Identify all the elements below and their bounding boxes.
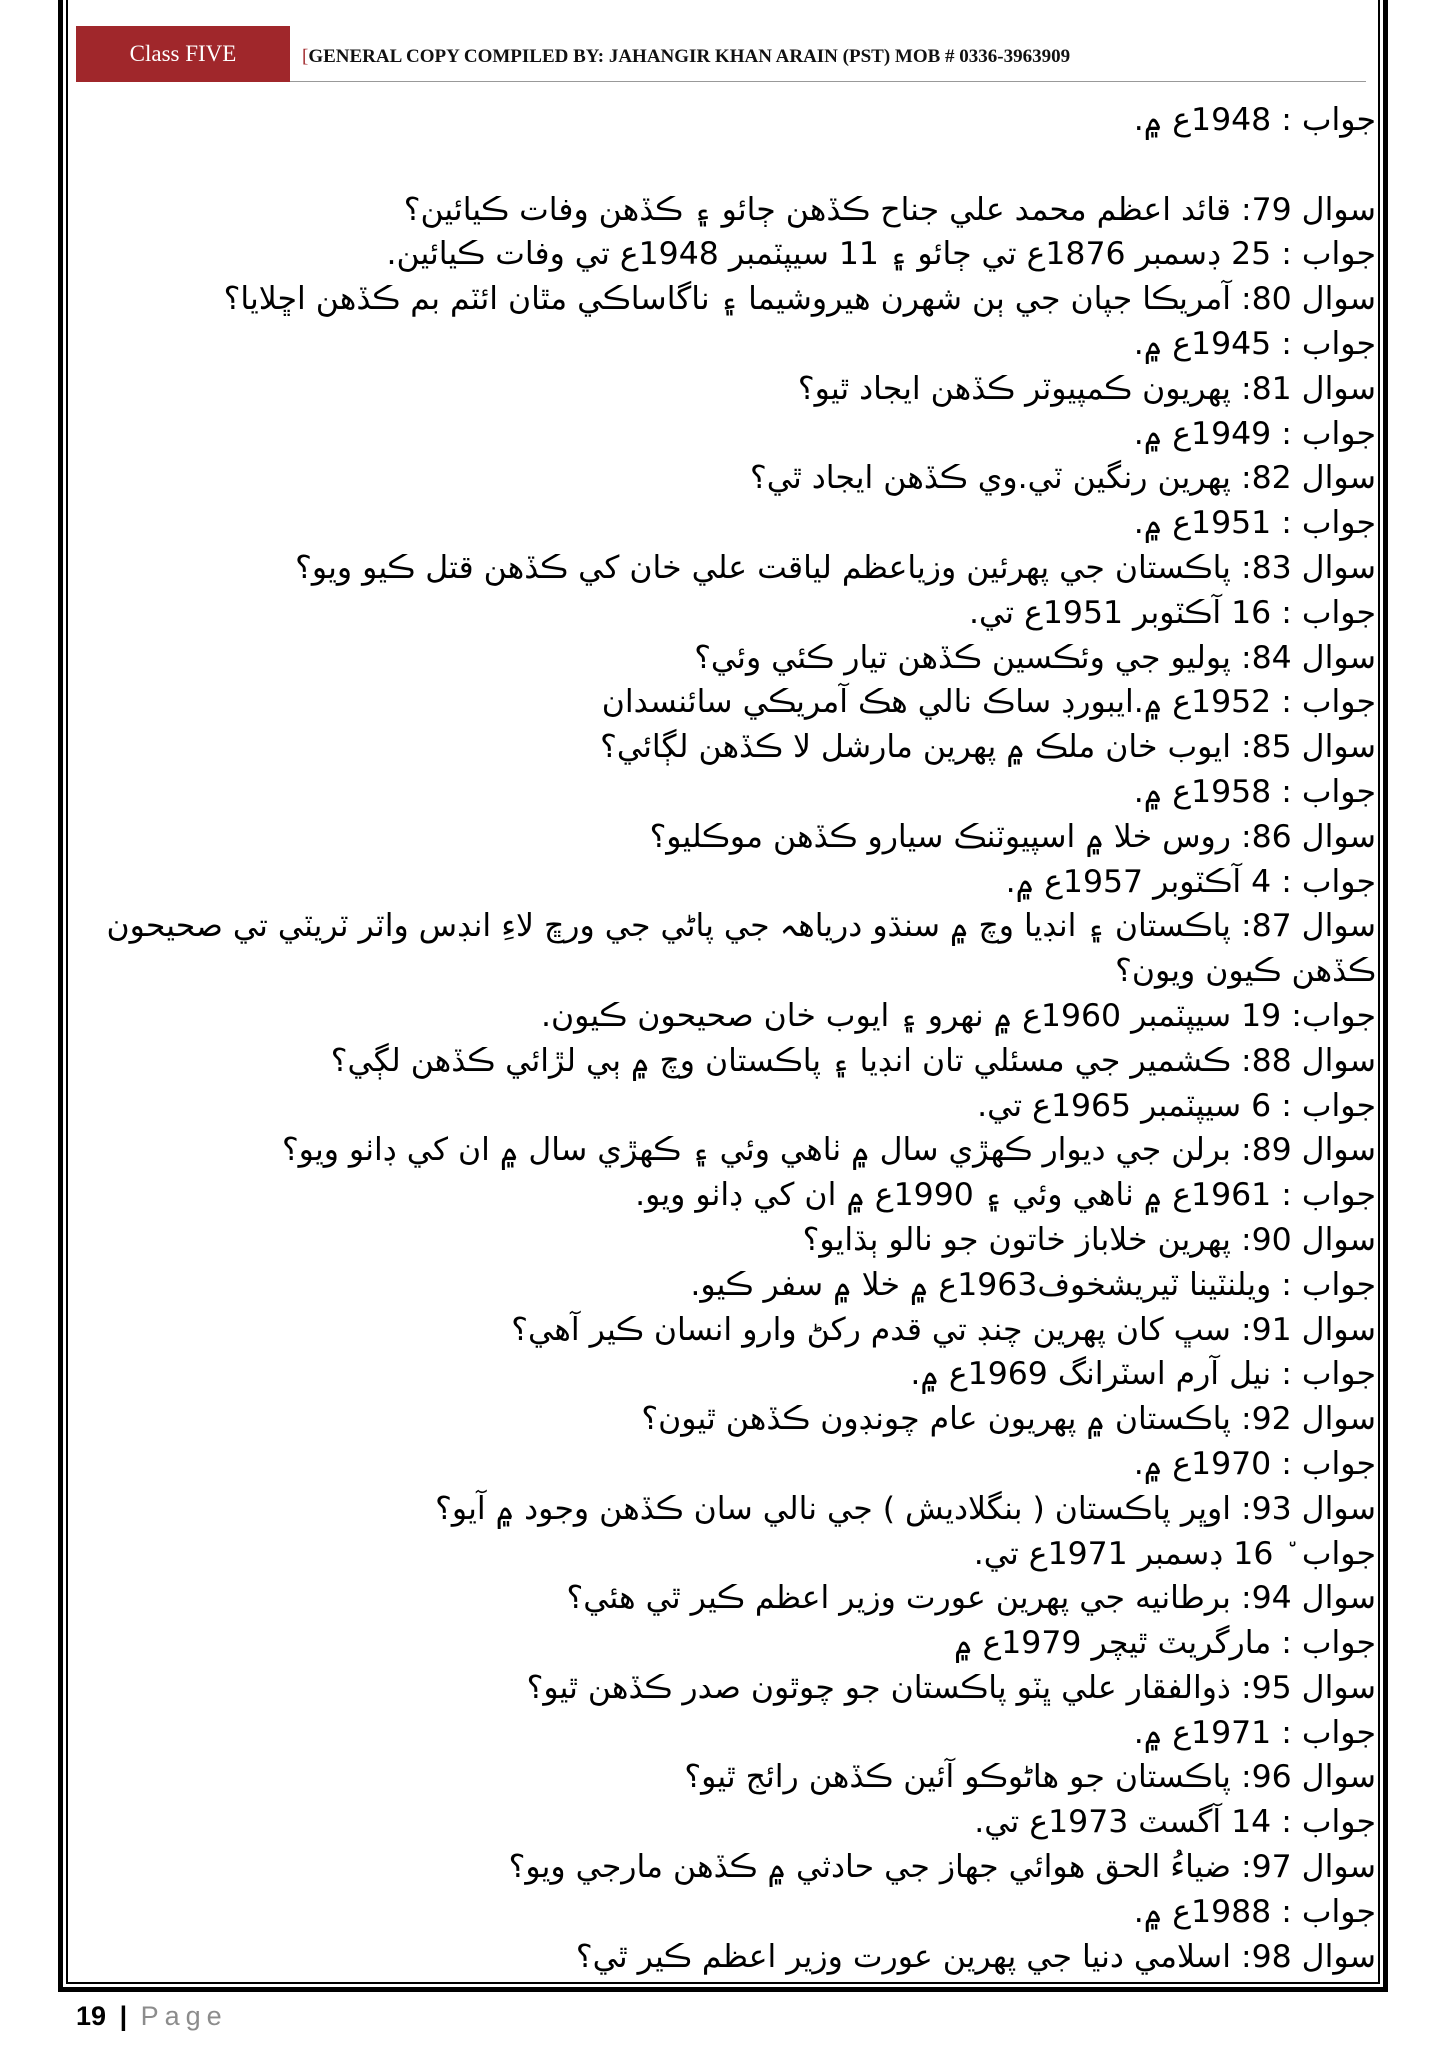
answer-line: جواب : 1961ع ۾ ٺاهي وئي ۽ 1990ع ۾ ان کي ڊاٺو ويو. bbox=[635, 1177, 1376, 1214]
question-line: سوال 85: ايوب خان ملڪ ۾ پهرين مارشل لا ڪڏهن لڳائي؟ bbox=[600, 729, 1376, 766]
answer-line: جواب : نيل آرم اسٽرانگ 1969ع ۾. bbox=[910, 1356, 1376, 1393]
question-line: سوال 83: پاڪستان جي پهرئين وزياعظم لياقت علي خان کي ڪڏهن قتل ڪيو ويو؟ bbox=[295, 549, 1376, 586]
question-line: سوال 81: پهريون ڪمپيوٽر ڪڏهن ايجاد ٿيو؟ bbox=[797, 370, 1376, 407]
answer-line: جواب : مارگريٽ ٿيچر 1979ع ۾ bbox=[954, 1625, 1376, 1662]
header-divider bbox=[290, 81, 1366, 82]
answer-line: جواب : 1958ع ۾. bbox=[1133, 773, 1376, 810]
question-line: سوال 92: پاڪستان ۾ پهريون عام چونڊون ڪڏهن ٿيون؟ bbox=[641, 1401, 1376, 1438]
question-line: سوال 98: اسلامي دنيا جي پهرين عورت وزير اعظم ڪير ٿي؟ bbox=[575, 1938, 1376, 1975]
question-line: سوال 80: آمريڪا جپان جي ٻن شهرن هيروشيما ۽ ناگاساڪي مٿان ائٽم بم ڪڏهن اڇلايا؟ bbox=[223, 281, 1376, 318]
answer-line: جواب : 1945ع ۾. bbox=[1133, 325, 1376, 362]
page-number: 19 bbox=[76, 2001, 107, 2031]
answer-line: جواب : 16 آڪٽوبر 1951ع تي. bbox=[969, 594, 1376, 631]
text-line: جواب : 1948ع ۾. bbox=[1133, 102, 1376, 138]
answer-line: جواب : 1949ع ۾. bbox=[1133, 415, 1376, 452]
answer-line: جواب : 1971ع ۾. bbox=[1133, 1714, 1376, 1751]
answer-line: جواب : ويلنٽينا ٽيريشخوف1963ع ۾ خلا ۾ سفر ڪيو. bbox=[690, 1266, 1376, 1303]
question-line: سوال 94: برطانيه جي پهرين عورت وزير اعظم ڪير ٿي هئي؟ bbox=[566, 1580, 1376, 1617]
answer-line: جواب : 25 ڊسمبر 1876ع تي ڄائو ۽ 11 سيپٽمبر 1948ع تي وفات ڪيائين. bbox=[386, 236, 1376, 273]
page-header bbox=[76, 26, 1366, 82]
question-line: سوال 79: قائد اعظم محمد علي جناح ڪڏهن ڄائو ۽ ڪڏهن وفات ڪيائين؟ bbox=[403, 191, 1376, 228]
question-line: سوال 88: ڪشمير جي مسئلي تان انڊيا ۽ پاڪستان وچ ۾ ٻي لڙائي ڪڏهن لڳي؟ bbox=[330, 1042, 1376, 1079]
answer-line: جواب : 1951ع ۾. bbox=[1133, 505, 1376, 542]
question-line: سوال 93: اوڀر پاڪستان ( بنگلاديش ) جي نالي سان ڪڏهن وجود ۾ آيو؟ bbox=[435, 1490, 1376, 1527]
question-line: سوال 91: سڀ کان پهرين چنڊ تي قدم رکڻ وارو انسان ڪير آهي؟ bbox=[511, 1311, 1376, 1348]
question-line: سوال 82: پهرين رنگين ٽي.وي ڪڏهن ايجاد ٿي؟ bbox=[750, 460, 1376, 497]
question-line: سوال 87: پاڪستان ۽ انڊيا وچ ۾ سنڌو درياهہ جي پاڻي جي ورڇ لاءِ انڊس واٽر ٽريٽي تي صحيحون bbox=[106, 908, 1376, 945]
question-line: سوال 96: پاڪستان جو هاڻوڪو آئين ڪڏهن رائج ٿيو؟ bbox=[684, 1759, 1376, 1796]
answer-line: جواب : 1970ع ۾. bbox=[1133, 1445, 1376, 1482]
page-footer bbox=[76, 1996, 228, 2036]
question-line: سوال 97: ضياءُ الحق هوائي جهاز جي حادثي ۾ ڪڏهن مارجي ويو؟ bbox=[508, 1849, 1376, 1886]
question-line: سوال 86: روس خلا ۾ اسپيوٽنڪ سيارو ڪڏهن موڪليو؟ bbox=[649, 818, 1376, 855]
question-line-continued: ڪڏهن ڪيون ويون؟ bbox=[1115, 953, 1376, 990]
answer-line: جواب: 19 سيپٽمبر 1960ع ۾ نهرو ۽ ايوب خان صحيحون ڪيون. bbox=[540, 997, 1376, 1034]
blank-line bbox=[100, 143, 1376, 188]
question-line: سوال 89: برلن جي ديوار ڪهڙي سال ۾ ٺاهي وئي ۽ ڪهڙي سال ۾ ان کي ڊاٺو ويو؟ bbox=[281, 1132, 1376, 1169]
header-bracket: [ bbox=[302, 46, 309, 67]
footer-separator: | bbox=[119, 2001, 128, 2031]
header-title-text: GENERAL COPY COMPILED BY: JAHANGIR KHAN ARAIN (PST) MOB # 0336-3963909 bbox=[308, 46, 1071, 67]
answer-line: جواب ٘ 16 ڊسمبر 1971ع تي. bbox=[973, 1535, 1376, 1572]
qa-content bbox=[100, 98, 1376, 1980]
class-badge: Class FIVE bbox=[76, 26, 290, 82]
question-line: سوال 95: ذوالفقار علي ڀٽو پاڪستان جو چوٿون صدر ڪڏهن ٿيو؟ bbox=[526, 1669, 1376, 1706]
answer-line: جواب : 1952ع ۾.ايبورڊ ساڪ نالي هڪ آمريڪي سائنسدان bbox=[601, 684, 1376, 721]
question-line: سوال 84: پوليو جي وئڪسين ڪڏهن تيار ڪئي وئي؟ bbox=[694, 639, 1376, 676]
answer-line: جواب : 4 آڪٽوبر 1957ع ۾. bbox=[1005, 863, 1376, 900]
answer-line: جواب : 14 آگسٽ 1973ع تي. bbox=[974, 1804, 1376, 1841]
question-line: سوال 90: پهرين خلاباز خاتون جو نالو ٻڌايو؟ bbox=[802, 1221, 1376, 1258]
answer-line: جواب : 6 سيپٽمبر 1965ع تي. bbox=[977, 1087, 1376, 1124]
answer-line: جواب : 1988ع ۾. bbox=[1133, 1893, 1376, 1930]
header-title bbox=[302, 46, 1070, 68]
page-label: Page bbox=[140, 2001, 228, 2031]
